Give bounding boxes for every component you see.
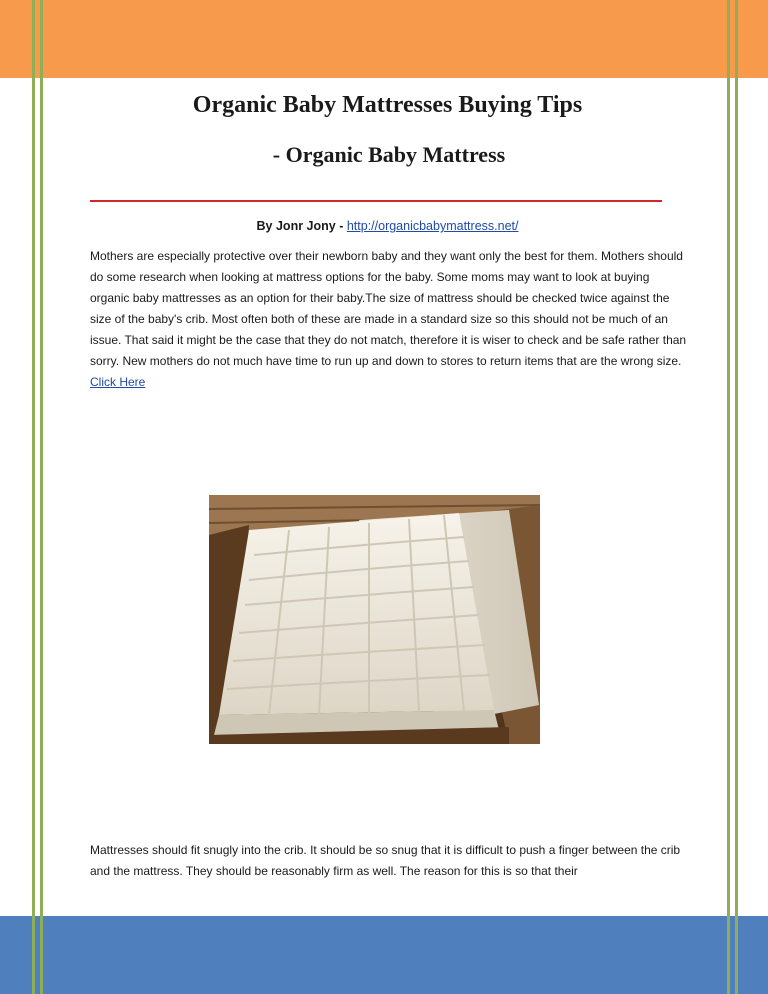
author-label: By Jonr Jony - [256,219,344,233]
mattress-photo [209,495,540,744]
intro-paragraph [90,246,690,393]
left-border-line-inner [40,0,43,994]
right-border-line [735,0,738,994]
right-border-line-inner [727,0,730,994]
page-subtitle: - Organic Baby Mattress [272,142,506,167]
click-here-link[interactable]: Click Here [90,375,146,389]
byline [90,219,685,233]
footer-band [0,916,768,994]
author-website-link[interactable]: http://organicbabymattress.net/ [346,219,519,233]
page-title: Organic Baby Mattresses Buying Tips [192,92,583,118]
title-divider [90,200,662,202]
header-band [0,0,768,78]
fit-paragraph: Mattresses should fit snugly into the crib. It should be so snug that it is difficult to push a finger between the crib and the mattress. They should be reasonably firm as well. The reason for this is so that their [90,843,681,878]
intro-paragraph-text: Mothers are especially protective over their newborn baby and they want only the best for them. Mothers should do some research when looking at mattress options for the baby. Some moms may want to look at buying organic baby mattresses as an option for their baby.The size of mattress should be checked twice against the size of the baby's crib. Most often both of these are made in a standard size so this should not be much of an issue. That said it might be the case that they do not match, therefore it is wiser to check and be safe rather than sorry. New mothers do not much have time to run up and down to stores to return items that are the wrong size. [90,249,687,368]
left-border-line [32,0,35,994]
